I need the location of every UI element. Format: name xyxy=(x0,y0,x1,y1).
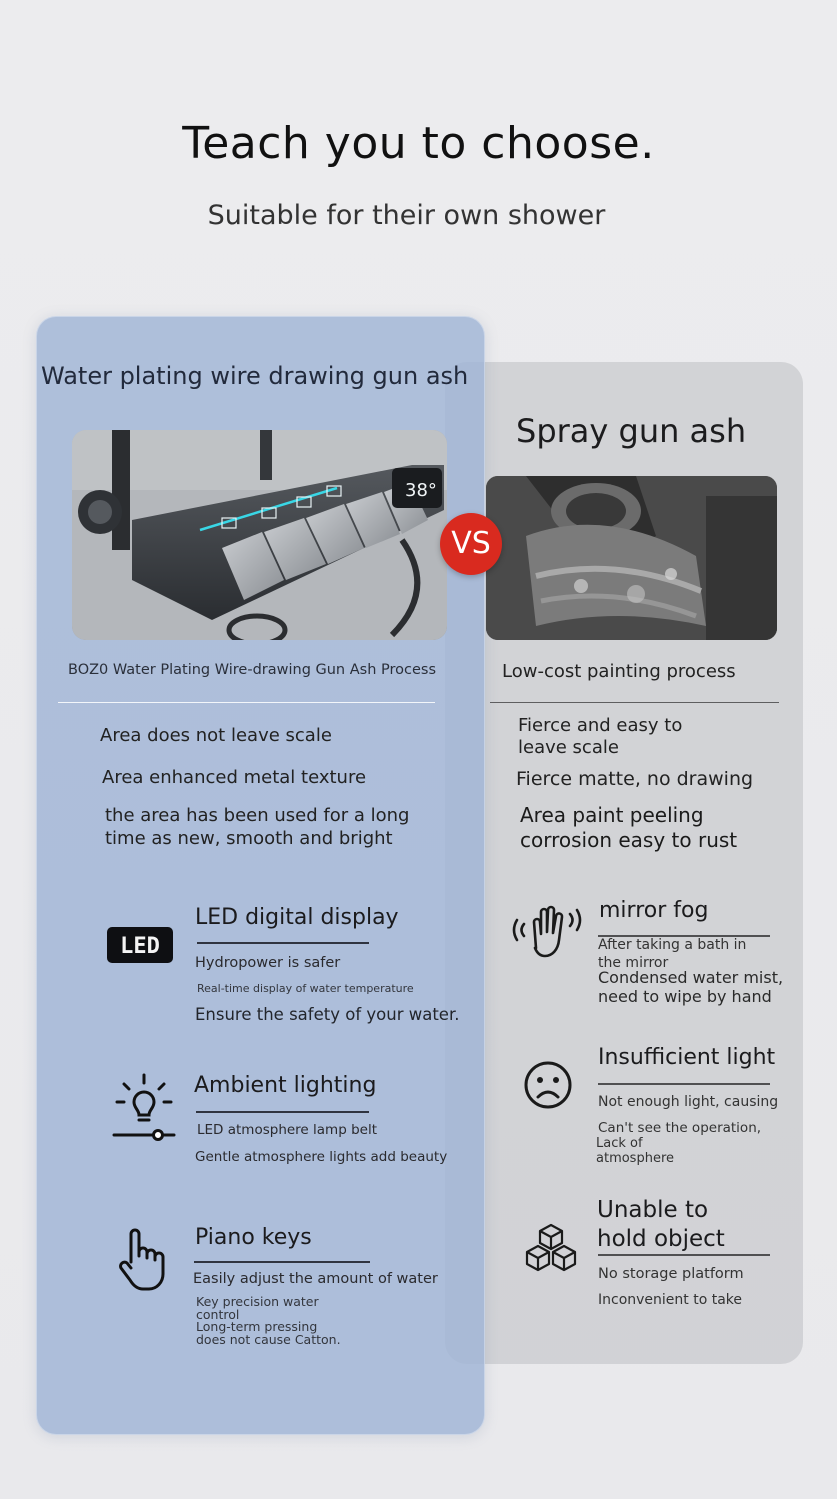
feature-line: Hydropower is safer xyxy=(195,955,341,971)
feature-title-unable-to-hold-line2: hold object xyxy=(597,1226,725,1252)
right-divider xyxy=(490,702,779,703)
left-point: the area has been used for a long xyxy=(105,805,410,826)
page-title: Teach you to choose. xyxy=(182,118,655,169)
left-process-label: BOZ0 Water Plating Wire-drawing Gun Ash Process xyxy=(68,662,437,678)
water-plating-product-image xyxy=(72,430,447,640)
right-point: Area paint peeling xyxy=(520,803,704,827)
sad-face-icon xyxy=(523,1060,573,1110)
feature-title-led: LED digital display xyxy=(195,905,399,930)
feature-underline xyxy=(598,1254,770,1256)
feature-title-unable-to-hold: Unable to xyxy=(597,1197,709,1223)
led-icon xyxy=(106,926,174,964)
feature-line: need to wipe by hand xyxy=(598,987,772,1006)
left-card-title: Water plating wire drawing gun ash xyxy=(41,362,469,390)
feature-underline xyxy=(194,1261,370,1263)
feature-line: Gentle atmosphere lights add beauty xyxy=(195,1149,448,1165)
page-subtitle: Suitable for their own shower xyxy=(207,200,606,231)
feature-line: does not cause Catton. xyxy=(196,1332,341,1347)
lightbulb-icon xyxy=(110,1072,178,1142)
feature-title-piano: Piano keys xyxy=(195,1225,312,1250)
svg-text:LED: LED xyxy=(120,934,160,959)
left-point: Area enhanced metal texture xyxy=(102,767,367,788)
feature-title-insufficient-light: Insufficient light xyxy=(598,1045,776,1070)
feature-line: Inconvenient to take xyxy=(598,1292,743,1308)
feature-line: control xyxy=(196,1307,240,1322)
wave-hand-icon xyxy=(512,904,584,960)
right-point: Fierce matte, no drawing xyxy=(516,768,754,790)
feature-underline xyxy=(197,942,369,944)
feature-line: LED atmosphere lamp belt xyxy=(197,1122,377,1138)
left-point: time as new, smooth and bright xyxy=(105,828,393,849)
right-card-title: Spray gun ash xyxy=(516,412,747,450)
feature-line: No storage platform xyxy=(598,1266,744,1282)
feature-title-ambient: Ambient lighting xyxy=(194,1073,377,1098)
vs-badge: VS xyxy=(440,513,502,575)
right-point: leave scale xyxy=(518,737,619,758)
right-point: corrosion easy to rust xyxy=(520,828,738,852)
left-point: Area does not leave scale xyxy=(100,725,332,746)
feature-line: Real-time display of water temperature xyxy=(197,982,414,995)
feature-line: Easily adjust the amount of water xyxy=(193,1271,438,1287)
hand-pointer-icon xyxy=(117,1228,169,1292)
feature-line: Condensed water mist, xyxy=(598,968,784,987)
feature-underline xyxy=(196,1111,369,1113)
feature-line: Long-term pressing xyxy=(196,1319,318,1334)
cubes-icon xyxy=(522,1222,580,1274)
feature-line: Can't see the operation, xyxy=(598,1120,762,1136)
feature-line: Lack of xyxy=(596,1136,643,1151)
spray-paint-corroded-pipe-image xyxy=(486,476,777,640)
product-display-readout: 38° xyxy=(405,480,437,501)
feature-line: Key precision water xyxy=(196,1294,319,1309)
right-process-label: Low-cost painting process xyxy=(502,661,736,682)
feature-line: the mirror xyxy=(598,955,669,971)
feature-underline xyxy=(598,1083,770,1085)
left-divider xyxy=(58,702,435,703)
feature-line: Ensure the safety of your water. xyxy=(195,1005,460,1024)
feature-line: After taking a bath in xyxy=(598,937,747,953)
feature-line: Not enough light, causing xyxy=(598,1094,779,1110)
feature-title-mirror-fog: mirror fog xyxy=(599,898,709,923)
right-point: Fierce and easy to xyxy=(518,715,683,736)
feature-line: atmosphere xyxy=(596,1151,674,1166)
